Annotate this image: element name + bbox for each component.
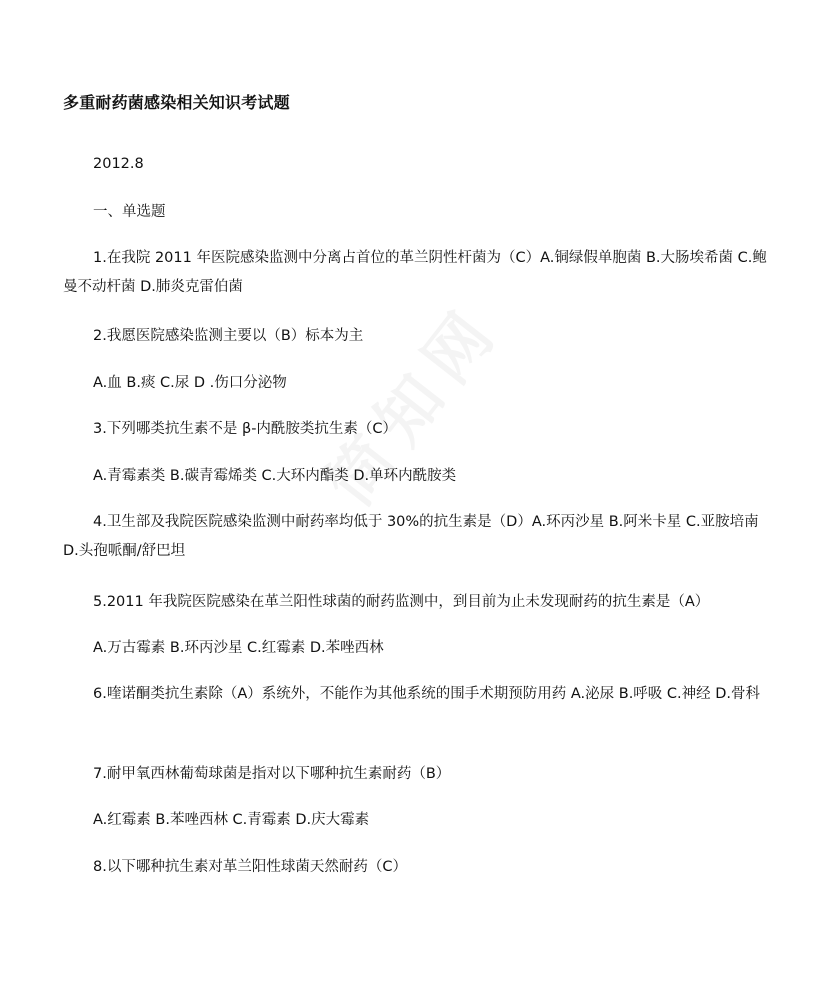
answer-options: A.万古霉素 B.环丙沙星 C.红霉素 D.苯唑西林 [93,640,384,656]
question-paragraph: 4.卫生部及我院医院感染监测中耐药率均低于 30%的抗生素是（D）A.环丙沙星 B.阿米卡星 C.亚胺培南 D.头孢哌酮/舒巴坦 [63,514,759,559]
answer-options: A.红霉素 B.苯唑西林 C.青霉素 D.庆大霉素 [93,812,370,828]
document-date: 2012.8 [93,156,144,172]
section-heading: 一、单选题 [93,204,166,220]
question-paragraph: 1.在我院 2011 年医院感染监测中分离占首位的革兰阴性杆菌为（C）A.铜绿假单胞菌 B.大肠埃希菌 C.鲍曼不动杆菌 D.肺炎克雷伯菌 [63,250,767,295]
answer-options: A.青霉素类 B.碳青霉烯类 C.大环内酯类 D.单环内酰胺类 [93,468,457,484]
question-paragraph: 6.喹诺酮类抗生素除（A）系统外，不能作为其他系统的围手术期预防用药 A.泌尿 B.呼吸 C.神经 D.骨科 [93,686,761,702]
question-paragraph: 7.耐甲氧西林葡萄球菌是指对以下哪种抗生素耐药（B） [93,766,451,782]
question-paragraph: 2.我愿医院感染监测主要以（B）标本为主 [93,328,364,344]
question-paragraph: 8.以下哪种抗生素对革兰阳性球菌天然耐药（C） [93,859,407,875]
question-paragraph: 3.下列哪类抗生素不是 β-内酰胺类抗生素（C） [93,421,398,437]
answer-options: A.血 B.痰 C.尿 D .伤口分泌物 [93,375,287,391]
document-title: 多重耐药菌感染相关知识考试题 [63,93,290,112]
question-paragraph: 5.2011 年我院医院感染在革兰阳性球菌的耐药监测中，到目前为止未发现耐药的抗生素是（A） [93,594,710,610]
